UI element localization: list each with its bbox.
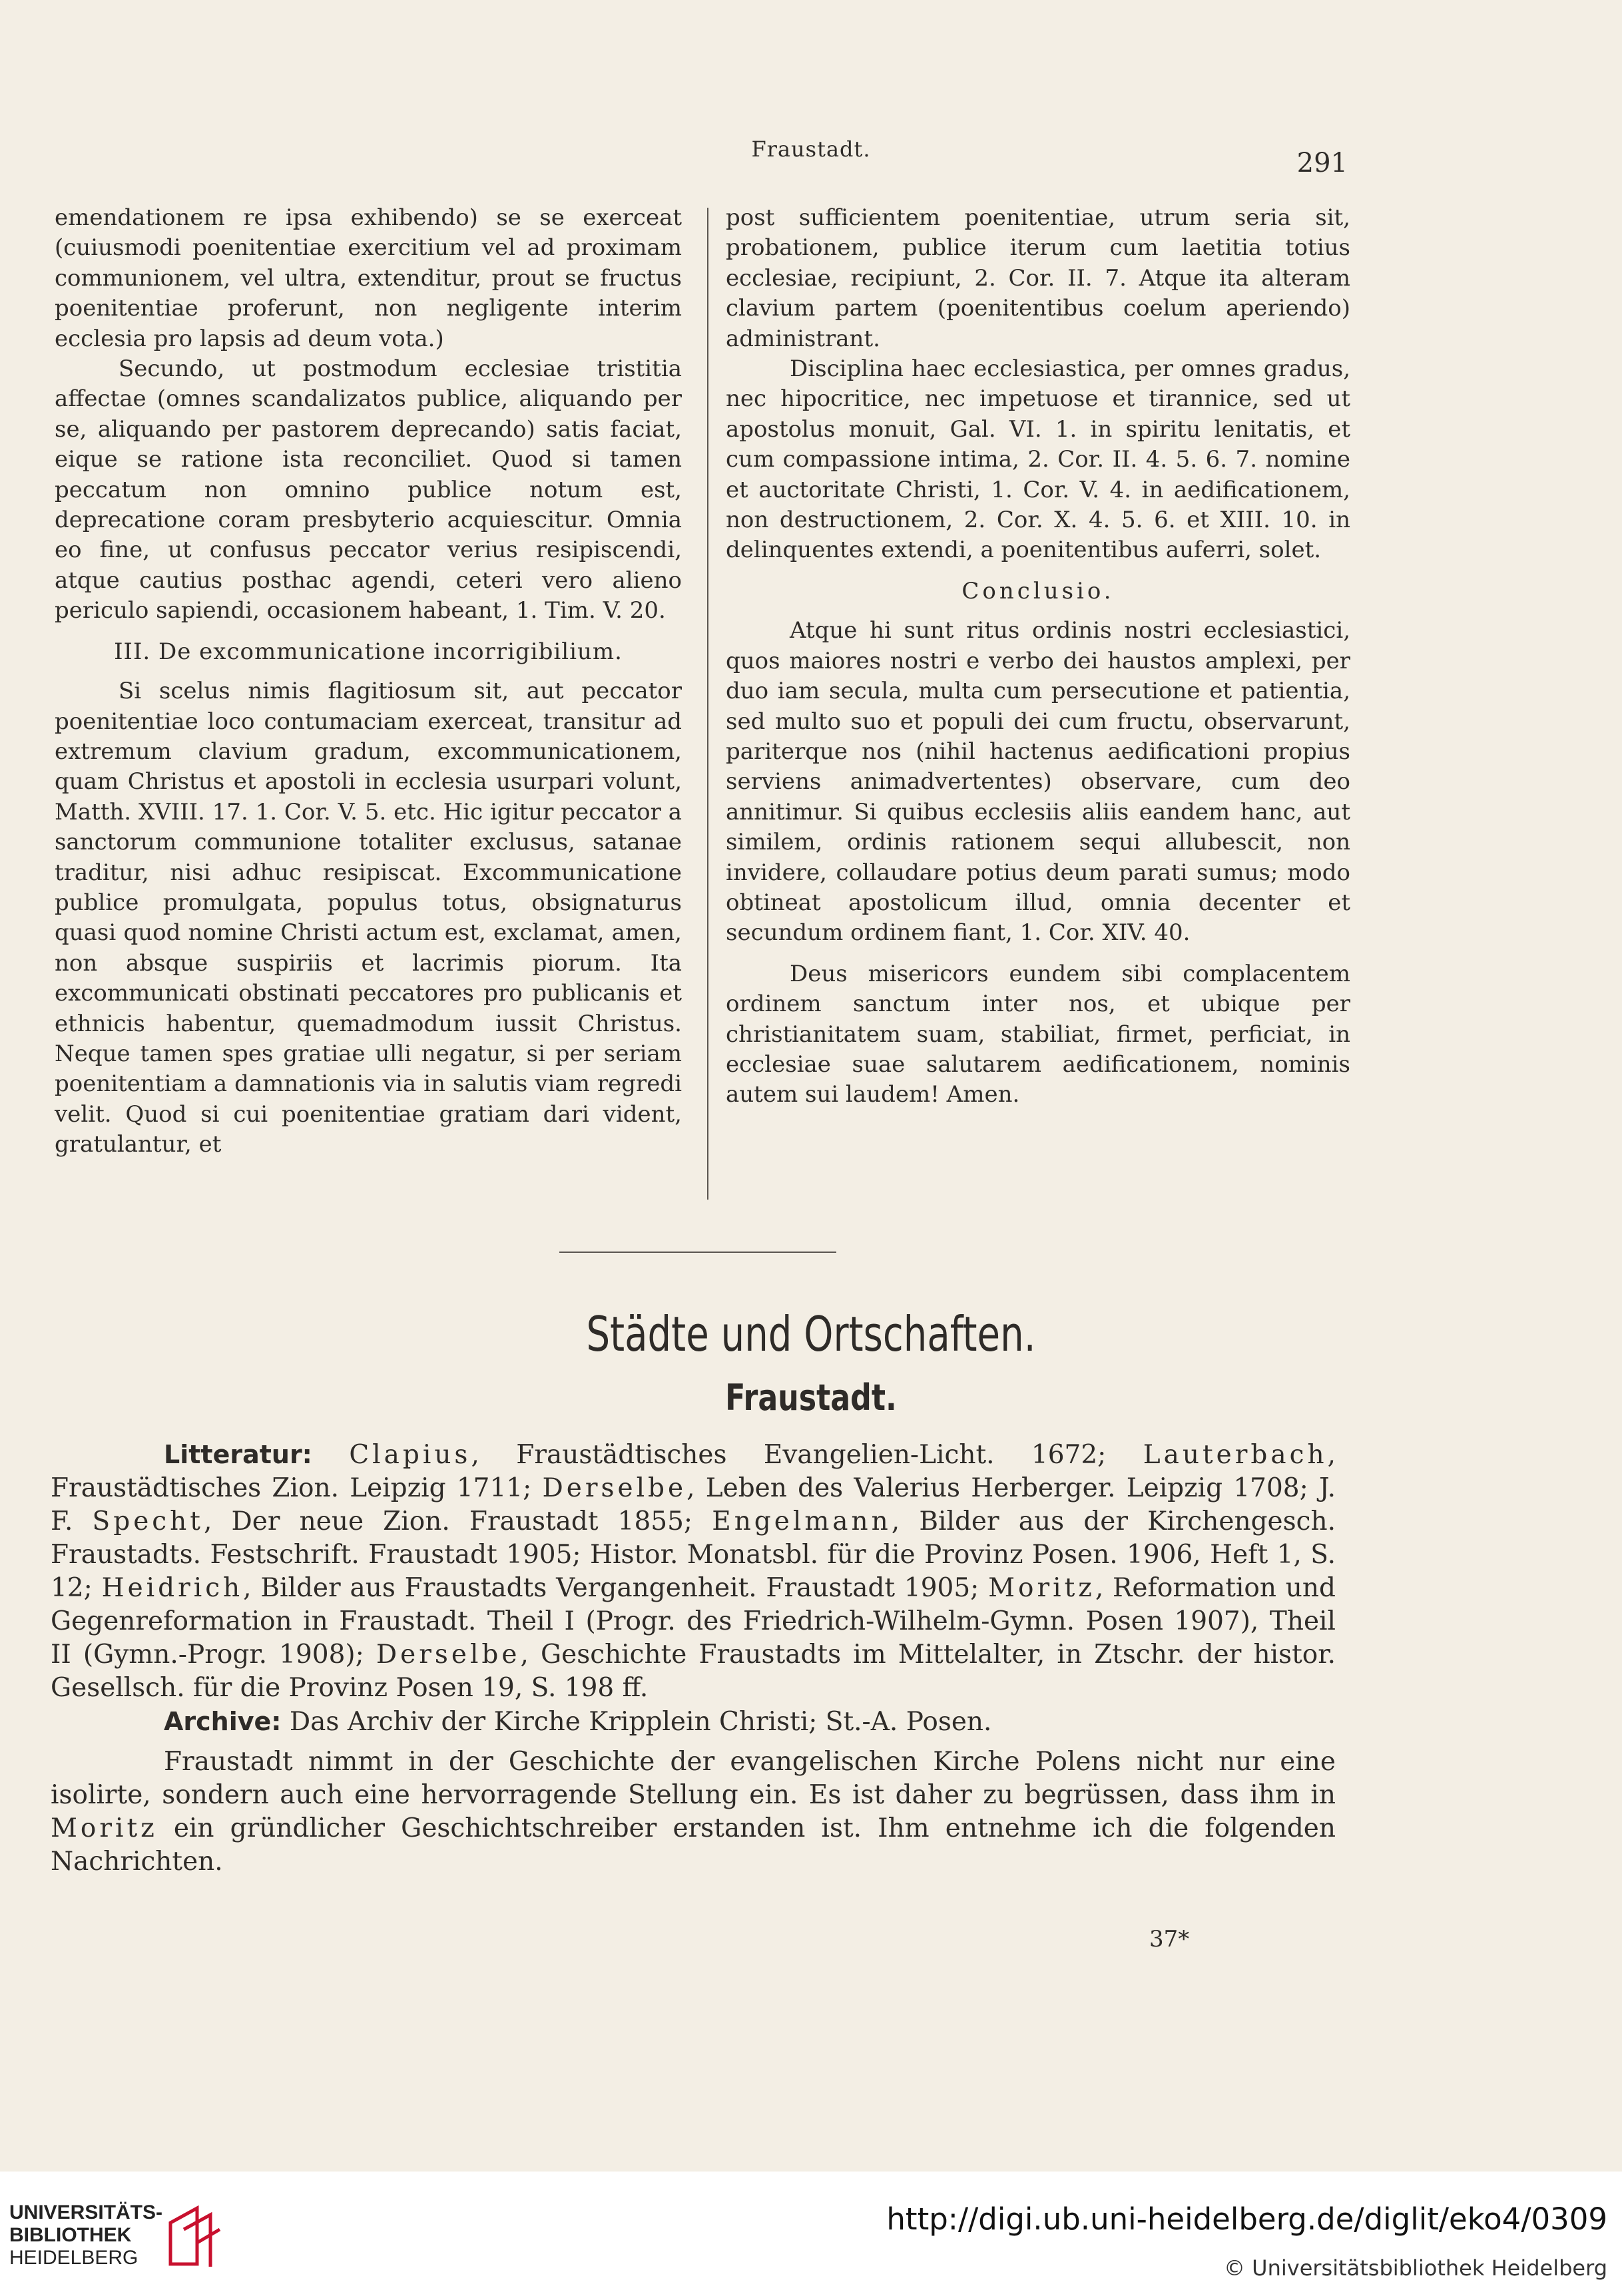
- archive-label: Archive:: [164, 1707, 282, 1736]
- literature-text: , Geschichte Fraustadts im Mittelalter, in Ztschr. der histor. Gesellsch. für die Provinz Posen 19, S. 198 ff.: [51, 1640, 1336, 1703]
- section-body: [51, 1438, 1336, 1879]
- left-heading-excommunication: III. De excommunicatione incorrigibilium.: [114, 638, 623, 665]
- left-paragraph-1: emendationem re ipsa exhibendo) se se exerceat (cuiusmodi poenitentiae exercitium vel ad proximam communionem, vel ultra, extenditur, prout se fructus poenitentiae proferunt, non negligente interim ecclesia pro lapsis ad deum vota.): [55, 204, 682, 352]
- intro-author: Moritz: [51, 1813, 158, 1843]
- running-head: Fraustadt.: [751, 136, 871, 162]
- library-emblem-icon: [164, 2203, 224, 2269]
- intro-paragraph: [51, 1745, 1336, 1879]
- right-column: [726, 203, 1350, 1110]
- library-logo: [9, 2201, 229, 2288]
- archive-text: Das Archiv der Kirche Kripplein Christi; St.-A. Posen.: [281, 1707, 992, 1737]
- literature-text: , Der neue Zion. Fraustadt 1855;: [203, 1506, 712, 1536]
- left-column: [55, 203, 682, 1160]
- literature-text: , Reformation und Gegenreformation in Fraustadt. Theil I (Progr. des Friedrich-Wilhelm-Gymn. Posen 1907), Theil II (Gymn.-Progr. 1908);: [51, 1573, 1336, 1670]
- literature-text: , Leben des Valerius Herberger. Leipzig 1708; J. F.: [51, 1473, 1336, 1536]
- copyright-notice: © Universitätsbibliothek Heidelberg: [1223, 2255, 1607, 2281]
- literature-author: Specht: [92, 1506, 204, 1536]
- intro-text: Fraustadt nimmt in der Geschichte der evangelischen Kirche Polens nicht nur eine isolirte, sondern auch eine hervorragende Stellung ein. Es ist daher zu begrüssen, dass ihm in: [51, 1747, 1336, 1810]
- right-paragraph-3: Atque hi sunt ritus ordinis nostri ecclesiastici, quos maiores nostri e verbo dei haustos amplexi, per duo iam secula, multa cum persecutione et patientia, sed multo suo et populi dei cum fructu, observarunt, pariterque nos (nihil hactenus aedificationi propius serviens animadvertentes) observare, cum deo annitimur. Si quibus ecclesiis aliis eandem hanc, aut similem, ordinis rationem sequi allubescit, non invidere, collaudare potius deum parati sumus; modo obtineat apostolicum illud, omnia decenter et secundum ordinem fiant, 1. Cor. XIV. 40.: [726, 617, 1350, 947]
- literature-author: Lauterbach: [1143, 1440, 1328, 1470]
- literature-author: Heidrich: [101, 1573, 244, 1603]
- literature-author: Moritz: [988, 1573, 1095, 1603]
- signature-mark: 37*: [1149, 1926, 1190, 1952]
- literature-author: Clapius: [349, 1440, 471, 1470]
- section-divider: [559, 1252, 836, 1253]
- digital-copy-link[interactable]: http://digi.ub.uni-heidelberg.de/diglit/eko4/0309: [886, 2201, 1607, 2237]
- left-paragraph-3: Si scelus nimis flagitiosum sit, aut peccator poenitentiae loco contumaciam exerceat, transitur ad extremum clavium gradum, excommunicationem, quam Christus et apostoli in ecclesia usurpari volunt, Matth. XVIII. 17. 1. Cor. V. 5. etc. Hic igitur peccator a sanctorum communione totaliter exclusus, satanae traditur, nisi adhuc resipiscat. Excommunicatione publice promulgata, populus totus, obsignaturus quasi quod nomine Christi actum est, exclamat, amen, non absque suspiriis et lacrimis piorum. Ita excommunicati obstinati peccatores pro publicanis et ethnicis habentur, quemadmodum iussit Christus. Neque tamen spes gratiae ulli negatur, si per seriam poenitentiam a damnationis via in salutis viam regredi velit. Quod si cui poenitentiae gratiam dari vident, gratulantur, et: [55, 678, 682, 1158]
- logo-line-1: UNIVERSITÄTS-: [9, 2201, 163, 2223]
- column-divider: [707, 208, 708, 1200]
- literature-author: Derselbe: [542, 1473, 687, 1503]
- left-paragraph-2: Secundo, ut postmodum ecclesiae tristitia affectae (omnes scandalizatos publice, aliquando per se, aliquando per pastorem deprecando) satis faciat, eique se ratione ista reconciliet. Quod si tamen peccatum non omnino publice notum est, deprecatione coram presbyterio acquiescitur. Omnia eo fine, ut confusus peccator verius resipiscendi, atque cautius posthac agendi, ceteri vero alieno periculo sapiendi, occasionem habeant, 1. Tim. V. 20.: [55, 355, 682, 624]
- literature-label: Litteratur:: [164, 1440, 312, 1469]
- logo-text: [9, 2201, 162, 2269]
- right-heading-conclusio: Conclusio.: [961, 577, 1115, 604]
- logo-line-2: BIBLIOTHEK: [9, 2224, 132, 2246]
- literature-text: , Fraustädtisches Zion. Leipzig 1711;: [51, 1440, 1336, 1503]
- subsection-title: Fraustadt.: [725, 1377, 897, 1419]
- section-title: Städte und Ortschaften.: [586, 1306, 1036, 1362]
- literature-author: Derselbe: [376, 1640, 521, 1670]
- right-paragraph-1: post sufficientem poenitentiae, utrum seria sit, probationem, publice iterum cum laetitia totius ecclesiae, recipiunt, 2. Cor. II. 7. Atque ita alteram clavium partem (poenitentibus coelum aperiendo) administrant.: [726, 204, 1350, 352]
- literature-text: , Bilder aus der Kirchengesch. Fraustadts. Festschrift. Fraustadt 1905; Histor. Monatsbl. für die Provinz Posen. 1906, Heft 1, S. 12;: [51, 1506, 1336, 1603]
- literature-text: , Fraustädtisches Evangelien-Licht. 1672;: [471, 1440, 1143, 1470]
- literature-text: , Bilder aus Fraustadts Vergangenheit. Fraustadt 1905;: [243, 1573, 989, 1603]
- intro-text: ein gründlicher Geschichtschreiber erstanden ist. Ihm entnehme ich die folgenden Nachrichten.: [51, 1813, 1336, 1877]
- literature-author: Engelmann: [712, 1506, 892, 1536]
- page-number: 291: [1296, 148, 1348, 178]
- archive-paragraph: [51, 1705, 1336, 1739]
- right-paragraph-2: Disciplina haec ecclesiastica, per omnes gradus, nec hipocritice, nec impetuose et tirannice, sed ut apostolus monuit, Gal. VI. 1. in spiritu lenitatis, et cum compassione intima, 2. Cor. II. 4. 5. 6. 7. nomine et auctoritate Christi, 1. Cor. V. 4. in aedificationem, non destructionem, 2. Cor. X. 4. 5. 6. et XIII. 10. in delinquentes extendi, a poenitentibus auferri, solet.: [726, 355, 1350, 564]
- right-paragraph-4: Deus misericors eundem sibi complacentem ordinem sanctum inter nos, et ubique per christianitatem suam, stabiliat, firmet, perficiat, in ecclesiae suae salutarem aedificationem, nominis autem sui laudem! Amen.: [726, 960, 1350, 1108]
- footer-bar: [0, 2172, 1622, 2296]
- logo-line-3: HEIDELBERG: [9, 2247, 138, 2269]
- literature-paragraph: [51, 1438, 1336, 1705]
